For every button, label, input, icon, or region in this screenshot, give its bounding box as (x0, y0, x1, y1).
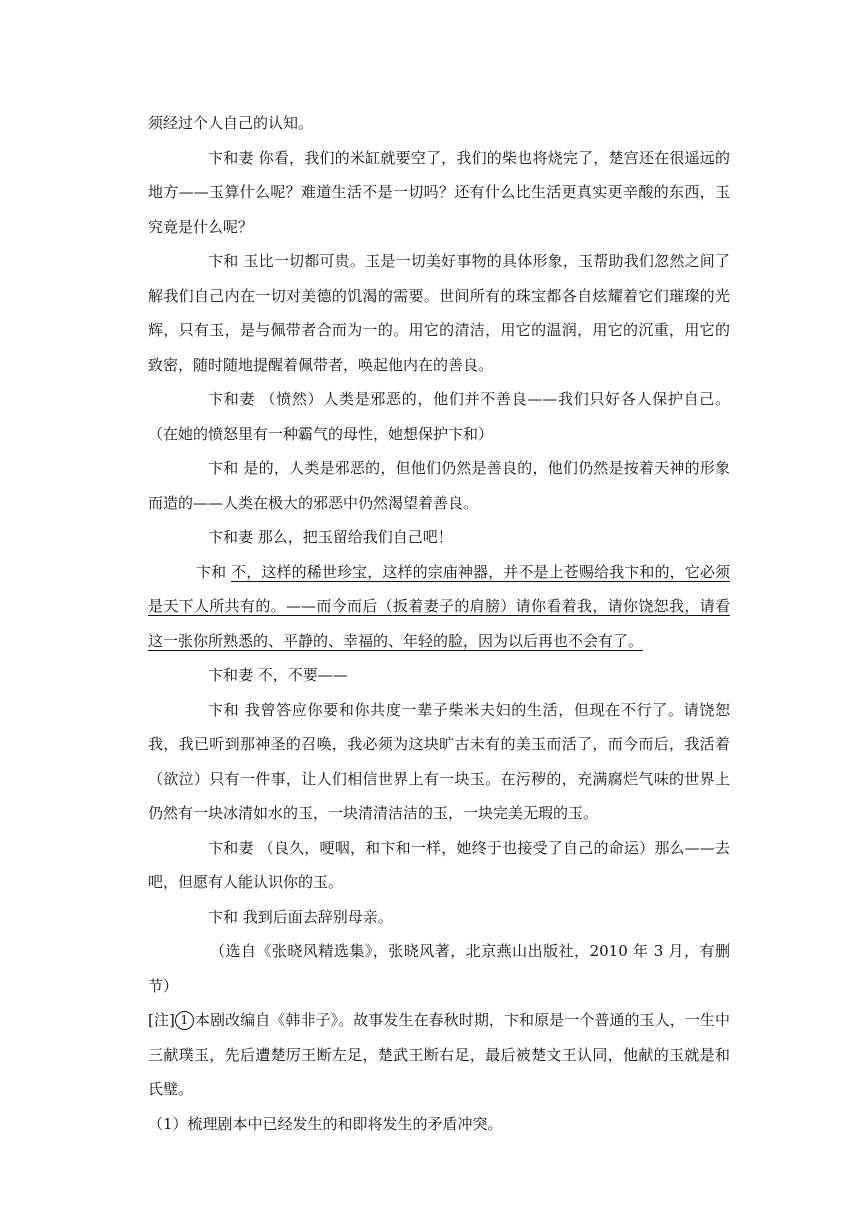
dialogue-bianhe-4: 卞和 我曾答应你要和你共度一辈子柴米夫妇的生活，但现在不行了。请饶恕我，我已听到那神圣的召唤，我必须为这块旷古未有的美玉而活了，而今而后，我活着（欲泣）只有一件事，让人们相信世界上有一块玉。在污秽的，充满腐烂气味的世界上仍然有一块冰清如水的玉，一块清清洁洁的玉，一块完美无瑕的玉。 (148, 700, 730, 822)
dialogue-wife-2: 卞和妻 （愤然）人类是邪恶的，他们并不善良——我们只好各人保护自己。（在她的愤怒里有一种霸气的母性，她想保护卞和） (148, 390, 730, 443)
circled-number-icon: 1 (175, 1011, 194, 1030)
underlined-passage: 不，这样的稀世珍宝，这样的宗庙神器，并不是上苍赐给我卞和的，它必须是天下人所共有的。——而今而后（扳着妻子的肩膀）请你看着我，请你饶恕我，请看这一张你所熟悉的、平静的、幸福的、年轻的脸，因为以后再也不会有了。 (148, 562, 730, 650)
dialogue-bianhe-3 (148, 555, 730, 659)
question-1: （1）梳理剧本中已经发生的和即将发生的矛盾冲突。 (148, 1114, 503, 1133)
dialogue-wife-3: 卞和妻 那么，把玉留给我们自己吧！ (208, 528, 453, 546)
dialogue-wife-4: 卞和妻 不，不要—— (208, 666, 348, 684)
footnote-text: 本剧改编自《韩非子》。故事发生在春秋时期，卞和原是一个普通的玉人，一生中三献璞玉，先后遭楚厉王断左足，楚武王断右足，最后被楚文王认同，他献的玉就是和氏璧。 (148, 1011, 730, 1098)
dialogue-bianhe-5: 卞和 我到后面去辞别母亲。 (208, 907, 393, 926)
dialogue-wife-5: 卞和妻 （良久，哽咽，和卞和一样，她终于也接受了自己的命运）那么——去吧，但愿有人能认识你的玉。 (148, 838, 730, 891)
footnote-prefix: [注] (148, 1011, 175, 1029)
document-body (148, 106, 730, 1141)
dialogue-bianhe-2: 卞和 是的，人类是邪恶的，但他们仍然是善良的，他们仍然是按着天神的形象而造的——人类在极大的邪恶中仍然渴望着善良。 (148, 459, 730, 512)
source-citation: （选自《张晓风精选集》，张晓风著，北京燕山出版社，2010 年 3 月，有删节） (148, 942, 730, 995)
dialogue-bianhe-1: 卞和 玉比一切都可贵。玉是一切美好事物的具体形象，玉帮助我们忽然之间了解我们自己内在一切对美德的饥渴的需要。世间所有的珠宝都各自炫耀着它们璀璨的光辉，只有玉，是与佩带者合而为一的。用它的清洁，用它的温润，用它的沉重，用它的致密，随时随地提醒着佩带者，唤起他内在的善良。 (148, 252, 730, 374)
paragraph-continuation: 须经过个人自己的认知。 (148, 114, 314, 132)
dialogue-wife-1: 卞和妻 你看，我们的米缸就要空了，我们的柴也将烧完了，楚宫还在很遥远的地方——玉算什么呢？难道生活不是一切吗？还有什么比生活更真实更辛酸的东西，玉究竟是什么呢？ (148, 148, 730, 236)
footnote (148, 1003, 730, 1107)
speaker-label: 卞和 (196, 562, 232, 581)
